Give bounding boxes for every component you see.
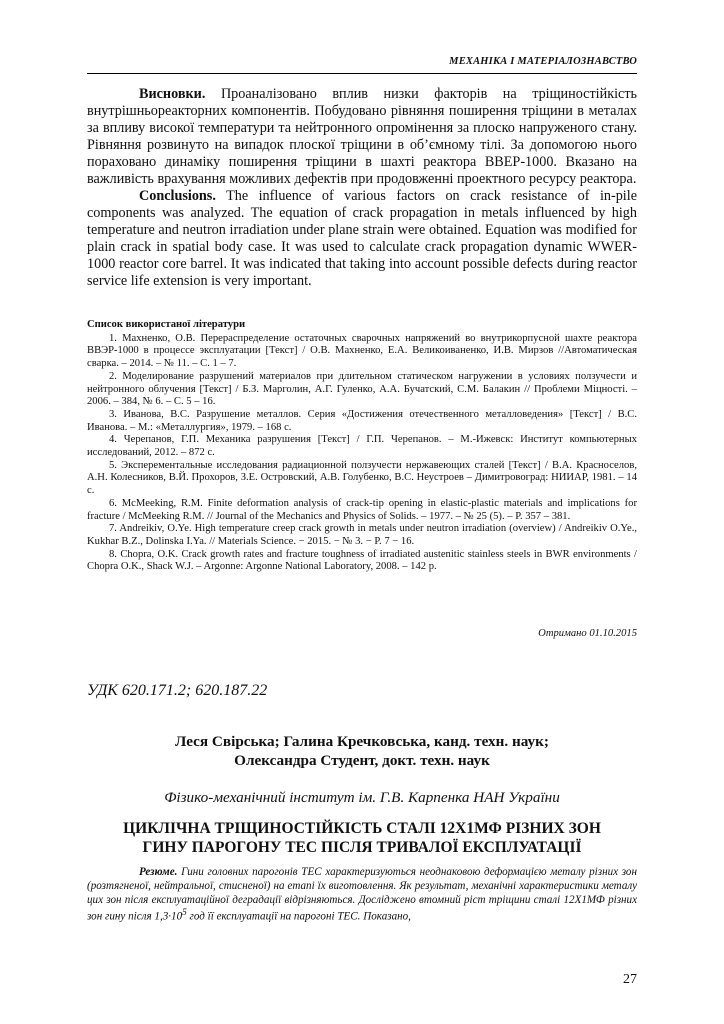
- title-line-2: ГИНУ ПАРОГОНУ ТЕС ПІСЛЯ ТРИВАЛОЇ ЕКСПЛУАТАЦІЇ: [142, 838, 582, 856]
- abstract-text-before: Гини головних парогонів ТЕС характеризуються неоднаковою деформацією металу різних зон (розтягненої, нейтральної, стисненої) на етапі їх виготовлення. Як результат, механічні характеристики металу цих зон після експлуатаційної деградації відрізняються. Досліджено втомний ріст тріщини сталі 12Х1МФ різних зон гину після 1,3·10: [87, 866, 637, 924]
- reference-item: 5. Эксперементальные исследования радиационной ползучести нержавеющих сталей [Текст] / В.А. Красноселов, А.Н. Колесников, В.Й. Прохоров, З.Е. Островский, А.В. Голубенко, В.С. Неустроев – Димитровоград: НИИАР, 1981. – 14 с.: [87, 459, 637, 497]
- reference-item: 4. Черепанов, Г.П. Механика разрушения [Текст] / Г.П. Черепанов. – М.-Ижевск: Институт компьютерных исследований, 2012. – 872 с.: [87, 434, 637, 459]
- reference-item: 3. Иванова, В.С. Разрушение металлов. Серия «Достижения отечественного металловедения» [Текст] / В.С. Иванова. – М.: «Металлургия», 1979. – 168 с.: [87, 408, 637, 433]
- abstract: [87, 866, 637, 925]
- authors: [87, 732, 637, 770]
- conclusions-ua-text: Проаналізовано вплив низки факторів на тріщиностійкість внутрішньореакторних компонентів. Побудовано рівняння поширення тріщини в металах за впливу високої температури та нейтронного опромінення за плоско напруженого стану. Рівняння розвинуто на випадок плоскої тріщини в об’ємному тілі. За допомогою нього пораховано динаміку поширення тріщини в шахті реактора ВВЕР-1000. Вказано на важливість врахування можливих дефектів при продовженні проектного ресурсу реактора.: [87, 86, 638, 187]
- article-title: [87, 820, 637, 857]
- authors-line-1: Леся Свірська; Галина Кречковська, канд. техн. наук;: [175, 733, 549, 750]
- references: [87, 319, 637, 574]
- abstract-superscript: 5: [182, 908, 187, 919]
- udk-code: УДК 620.171.2; 620.187.22: [87, 682, 268, 699]
- header-rule: [87, 73, 637, 74]
- reference-item: 7. Andreikiv, O.Ye. High temperature creep crack growth in metals under neutron irradiation (overview) / Andreikiv O.Ye., Kukhar B.Z., Dolinska I.Ya. // Materials Science. − 2015. − № 3. − P. 7 − 16.: [87, 523, 637, 547]
- title-line-1: ЦИКЛІЧНА ТРІЩИНОСТІЙКІСТЬ СТАЛІ 12Х1МФ РІЗНИХ ЗОН: [123, 820, 601, 837]
- abstract-label: Резюме.: [139, 866, 178, 878]
- received-date: Отримано 01.10.2015: [538, 628, 637, 639]
- running-header: МЕХАНІКА І МАТЕРІАЛОЗНАВСТВО: [449, 56, 637, 67]
- conclusions-ua: [87, 86, 637, 188]
- references-heading: Список використаної літератури: [87, 319, 246, 330]
- conclusions-en-text: The influence of various factors on crack resistance of in-pile components was analyzed. The equation of crack propagation in metals influenced by high temperature and neutron irradiation under plane strain were obtained. Equation was modified for plain crack in spatial body case. It was used to calculate crack propagation dynamic WWER-1000 reactor core barrel. It was indicated that taking into account possible defects during reactor service life extension is very important.: [87, 188, 637, 289]
- conclusions-ua-label: Висновки.: [139, 86, 206, 102]
- reference-item: 1. Махненко, О.В. Перераспределение остаточных сварочных напряжений во внутрикорпусной шахте реактора ВВЭР-1000 в процессе эксплуатации [Текст] / О.В. Махненко, Е.А. Великоиваненко, И.В. Мирзов //Автоматическая сварка. – 2014. – № 11. – С. 1 – 7.: [87, 332, 637, 370]
- conclusions-en: [87, 188, 637, 290]
- page-number: 27: [623, 972, 637, 987]
- authors-line-2: Олександра Студент, докт. техн. наук: [234, 752, 490, 769]
- affiliation: Фізико-механічний інститут ім. Г.В. Карпенка НАН України: [164, 789, 560, 806]
- reference-item: 2. Моделирование разрушений материалов при длительном статическом нагружении в условиях ползучести и нейтронного облучения [Текст] / Б.З. Марголин, А.Г. Гуленко, А.А. Бучатский, С.М. Балакин // Проблеми Міцності. – 2006. – 384, № 6. – С. 5 – 16.: [87, 370, 637, 408]
- abstract-text-after: год її експлуатації на парогоні ТЕС. Показано,: [186, 911, 411, 924]
- conclusions-section: [87, 86, 637, 290]
- reference-item: 8. Chopra, O.K. Crack growth rates and fracture toughness of irradiated austenitic stainless steels in BWR environments / Chopra O.K., Shack W.J. – Argonne: Argonne National Laboratory, 2008. – 142 p.: [87, 548, 637, 573]
- reference-item: 6. McMeeking, R.M. Finite deformation analysis of crack-tip opening in elastic-plastic materials and implications for fracture / McMeeking R.M. // Journal of the Mechanics and Physics of Solids. – 1977. – № 25 (5). – P. 357 – 381.: [87, 497, 637, 522]
- conclusions-en-label: Conclusions.: [139, 188, 216, 204]
